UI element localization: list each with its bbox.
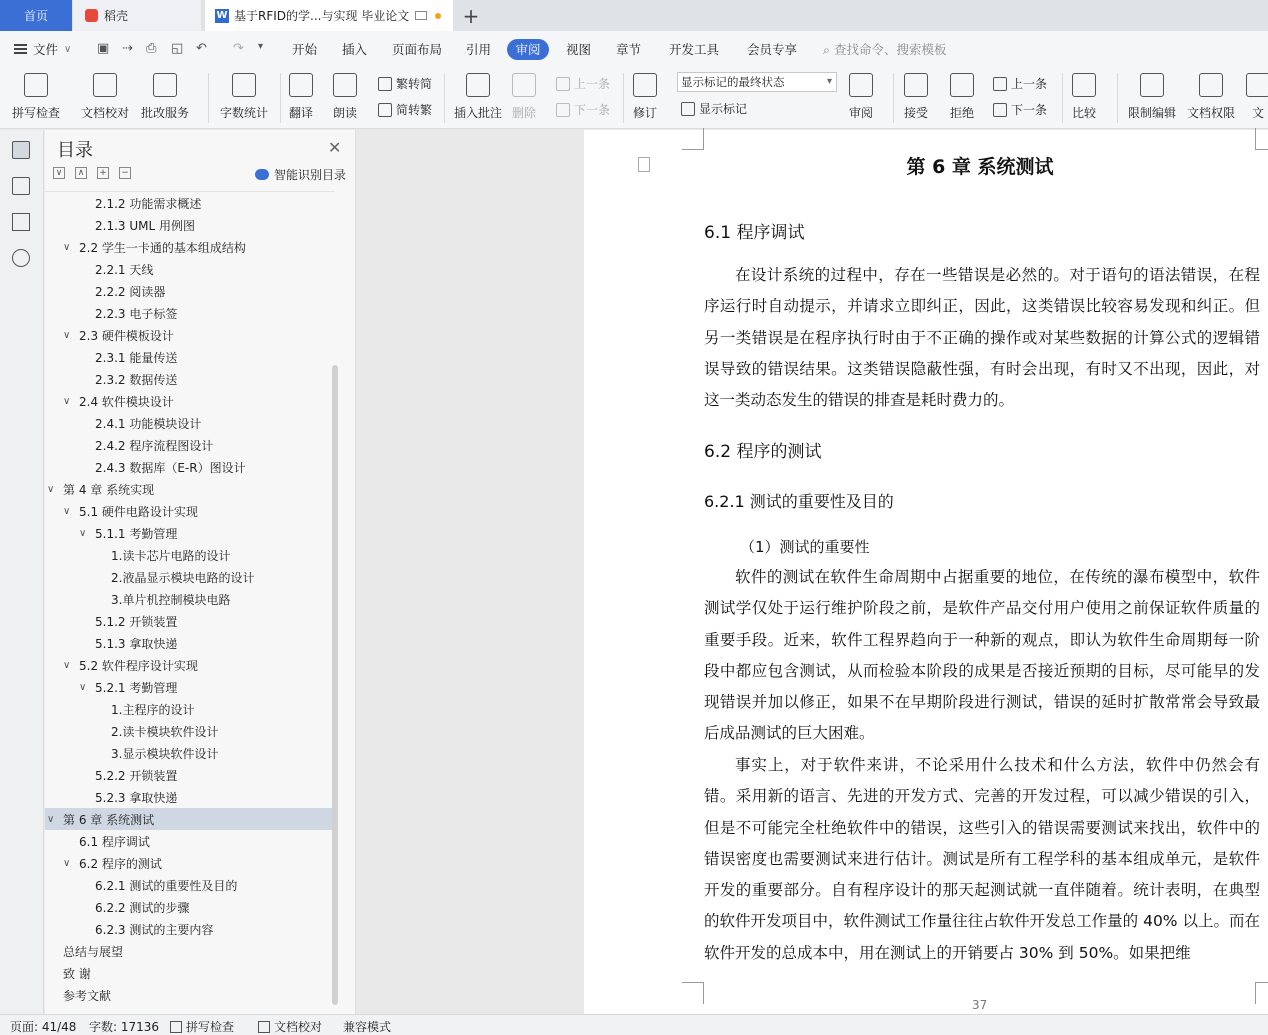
translate-label: 翻译: [289, 106, 314, 120]
insert-comment-button[interactable]: [454, 73, 502, 121]
paragraph-3: 事实上，对于软件来讲，不论采用什么技术和什么方法，软件中仍然会有错。采用新的语言、先进的开发方式、完善的开发过程，可以减少错误的引入，但是不可能完全杜绝软件中的错误，这些引入的错误需要测试来找出，软件中的错误密度也需要测试来进行估计。测试是所有工程学科的基本组成单元，是软件开发的重要部分。自有程序设计的那天起测试就一直伴随着。统计表明，在典型的软件开发项目中，软件测试工作量往往占软件开发总工作量的 40% 以上。而在软件开发的总成本中，用在测试上的开销要占 30% 到 50%。如果把维: [704, 756, 1260, 962]
ribbon-review: [0, 67, 1268, 129]
menu-review[interactable]: 审阅: [507, 39, 549, 60]
toc-item[interactable]: [45, 852, 335, 874]
read-aloud-label: 朗读: [333, 106, 358, 120]
reject-label: 拒绝: [950, 106, 975, 120]
toc-item-label: 6.2.3 测试的主要内容: [95, 922, 214, 937]
restrict-edit-label: 限制编辑: [1128, 106, 1177, 120]
doc-permission-label: 文档权限: [1187, 106, 1236, 120]
doc-check-icon: [93, 73, 117, 97]
toc-item[interactable]: [45, 984, 335, 1005]
prev-comment-icon: [556, 77, 570, 91]
toc-item-label: 2.4 软件模块设计: [79, 394, 174, 409]
track-changes-label: 修订: [633, 106, 658, 120]
share-icon[interactable]: ⇢: [122, 41, 133, 56]
toc-item[interactable]: [45, 808, 335, 830]
tab-document-label: 基于RFID的学...与实现 毕业论文: [234, 9, 410, 23]
next-comment-label: 下一条: [574, 103, 611, 117]
status-spell-check[interactable]: [170, 1018, 234, 1035]
daoke-logo-icon: [85, 9, 98, 22]
monitor-icon[interactable]: [415, 11, 427, 20]
lock-icon: [1140, 73, 1164, 97]
toc-title: 目录: [57, 140, 93, 161]
comment-icon: [466, 73, 490, 97]
toc-item-label: 3.单片机控制模块电路: [111, 592, 231, 607]
toc-item-label: 2.读卡模块软件设计: [111, 724, 219, 739]
paragraph-1: 在设计系统的过程中，存在一些错误是必然的。对于语句的语法错误，在程序运行时自动提示，并请求立即纠正，因此，这类错误比较容易发现和纠正。但另一类错误是在程序执行时由于不正确的操作或对某些数据的计算公式的逻辑错误导致的错误结果。这类错误隐蔽性强，有时会出现，有时又不出现，因此，对这一类动态发生的错误的排查是耗时费力的。: [704, 266, 1260, 410]
toc-item-label: 1.读卡芯片电路的设计: [111, 548, 231, 563]
ribbon-divider: [208, 73, 209, 123]
next-change-icon: [993, 103, 1007, 117]
delete-comment-icon: [512, 73, 536, 97]
status-spell-check-label: 拼写检查: [186, 1020, 235, 1034]
toc-item[interactable]: [45, 830, 335, 852]
prev-comment-label: 上一条: [574, 77, 611, 91]
toc-item[interactable]: [45, 478, 335, 500]
chevron-down-icon[interactable]: ∨: [63, 329, 71, 341]
ribbon-divider: [1062, 73, 1063, 123]
doc-check-button[interactable]: [81, 73, 129, 121]
close-icon[interactable]: ✕: [328, 138, 342, 157]
bookmark-icon[interactable]: [12, 213, 30, 231]
tab-home[interactable]: 首页: [0, 0, 72, 31]
ribbon-divider: [623, 73, 624, 123]
collapse-all-icon[interactable]: ∨: [53, 167, 65, 179]
toc-item[interactable]: [45, 610, 335, 632]
menu-developer[interactable]: 开发工具: [669, 42, 720, 57]
show-markup-icon: [681, 102, 695, 116]
menu-page-layout[interactable]: 页面布局: [392, 42, 443, 57]
read-aloud-icon: [333, 73, 357, 97]
toc-item-label: 2.3.2 数据传送: [95, 372, 178, 387]
prev-change-label: 上一条: [1011, 77, 1048, 91]
chevron-down-icon[interactable]: ∨: [63, 505, 71, 517]
accept-icon: [904, 73, 928, 97]
toc-item-label: 5.1.2 开锁装置: [95, 614, 178, 629]
toc-item-label: 5.1.1 考勤管理: [95, 526, 178, 541]
next-change-button[interactable]: [993, 101, 1047, 118]
paragraph-2: 软件的测试在软件生命周期中占据重要的地位，在传统的瀑布模型中，软件测试学仅处于运行维护阶段之前，是软件产品交付用户使用之前保证软件质量的重要手段。近来，软件工程界趋向于一种新的观点，即认为软件生命周期每一阶段中都应包含测试，从而检验本阶段的成果是否接近预期的目标，尽可能早的发现错误并加以修正，如果不在早期阶段进行测试，错误的延时扩散常常会导致最后成品测试的巨大困难。: [704, 568, 1260, 743]
prev-change-icon: [993, 77, 1007, 91]
toc-item[interactable]: [45, 390, 335, 412]
simp-trad-icon: [378, 103, 392, 117]
smart-toc-button[interactable]: [255, 166, 346, 183]
review-pane-label: 审阅: [849, 106, 874, 120]
save-icon[interactable]: ▣: [97, 41, 110, 56]
simp-to-trad-label: 简转繁: [396, 103, 433, 117]
toc-item-label: 参考文献: [63, 988, 112, 1003]
track-changes-button[interactable]: [633, 73, 657, 121]
tab-daoke[interactable]: [73, 0, 201, 31]
toc-item-label: 2.3 硬件模板设计: [79, 328, 174, 343]
toc-item[interactable]: [45, 346, 335, 368]
toc-item-label: 2.4.1 功能模块设计: [95, 416, 202, 431]
menu-file[interactable]: [14, 40, 71, 58]
remove-item-icon[interactable]: −: [119, 167, 131, 179]
batch-service-button[interactable]: [141, 73, 189, 121]
read-aloud-button[interactable]: [333, 73, 357, 121]
unsaved-dot-icon: [435, 13, 441, 19]
toc-item-label: 2.2.2 阅读器: [95, 284, 166, 299]
toc-item[interactable]: [45, 720, 335, 742]
word-count[interactable]: 字数: 17136: [89, 1020, 160, 1034]
toc-item-label: 5.1 硬件电路设计实现: [79, 504, 198, 519]
trad-simp-icon: [378, 77, 392, 91]
undo-icon[interactable]: ↶: [196, 41, 207, 56]
toc-item-label: 2.1.2 功能需求概述: [95, 196, 202, 211]
reject-button[interactable]: [950, 73, 974, 121]
word-count-button[interactable]: [220, 73, 268, 121]
toc-item[interactable]: [45, 698, 335, 720]
toc-item-label: 2.2.3 电子标签: [95, 306, 178, 321]
redo-icon[interactable]: ↷: [233, 41, 244, 56]
toc-item-label: 5.2.2 开锁装置: [95, 768, 178, 783]
toc-item-label: 5.2.3 拿取快递: [95, 790, 178, 805]
navigation-icon[interactable]: [12, 177, 30, 195]
chevron-down-icon[interactable]: ∨: [79, 527, 87, 539]
review-pane-button[interactable]: [849, 73, 873, 121]
toc-item[interactable]: [45, 522, 335, 544]
toc-item-label: 2.4.2 程序流程图设计: [95, 438, 214, 453]
toc-item[interactable]: [45, 962, 335, 984]
search-icon: ⌕: [823, 42, 831, 57]
toc-item-label: 2.1.3 UML 用例图: [95, 218, 195, 233]
insert-comment-label: 插入批注: [454, 106, 503, 120]
writer-doc-icon: W: [216, 10, 228, 21]
toc-item[interactable]: [45, 632, 335, 654]
subsection-heading-6-2-1: 6.2.1 测试的重要性及目的: [704, 492, 894, 511]
accept-label: 接受: [904, 106, 929, 120]
quick-access-more-icon[interactable]: ▾: [258, 41, 264, 52]
spell-check-icon: [24, 73, 48, 97]
page-view-icon[interactable]: [638, 157, 650, 172]
prev-change-button[interactable]: [993, 75, 1047, 92]
toc-item-label: 第 6 章 系统测试: [63, 812, 155, 827]
checkbox-icon: [170, 1021, 182, 1033]
toc-item-label: 总结与展望: [63, 944, 124, 959]
chevron-down-icon[interactable]: ∨: [79, 681, 87, 693]
search-icon[interactable]: [12, 249, 30, 267]
tab-document[interactable]: [205, 0, 453, 31]
toc-panel: [45, 130, 356, 1014]
toc-item[interactable]: [45, 368, 335, 390]
toc-item[interactable]: [45, 566, 335, 588]
more-ribbon-label: 文: [1251, 106, 1264, 120]
trad-to-simp-button[interactable]: [378, 75, 432, 92]
smart-toc-icon: [255, 169, 269, 180]
tab-bar: [0, 0, 1268, 31]
toc-item[interactable]: [45, 896, 335, 918]
toc-item-label: 第 4 章 系统实现: [63, 482, 155, 497]
toc-item[interactable]: [45, 258, 335, 280]
chapter-heading: 第 6 章 系统测试: [906, 156, 1054, 178]
toc-item-label: 致 谢: [63, 966, 91, 981]
new-tab-button[interactable]: +: [462, 3, 480, 28]
toc-scrollbar[interactable]: [332, 365, 338, 1005]
batch-service-label: 批改服务: [141, 106, 190, 120]
toc-item[interactable]: [45, 214, 335, 236]
page-indicator[interactable]: 页面: 41/48: [10, 1020, 77, 1034]
page-number: 37: [972, 998, 988, 1012]
section-heading-6-2: 6.2 程序的测试: [704, 442, 822, 462]
page-corner-mark: [1255, 982, 1268, 1004]
toc-item-label: 6.2.1 测试的重要性及目的: [95, 878, 238, 893]
compare-icon: [1072, 73, 1096, 97]
markup-state-select[interactable]: 显示标记的最终状态 ▾: [677, 72, 837, 92]
chevron-down-icon[interactable]: ∨: [63, 241, 71, 253]
chevron-down-icon[interactable]: ∨: [47, 483, 55, 495]
accept-button[interactable]: [904, 73, 928, 121]
toc-item[interactable]: [45, 500, 335, 522]
checkbox-icon: [258, 1021, 270, 1033]
spell-check-label: 拼写检查: [12, 106, 61, 120]
toc-item-label: 2.3.1 能量传送: [95, 350, 178, 365]
section-heading-6-1: 6.1 程序调试: [704, 223, 805, 243]
doc-permission-button[interactable]: [1187, 73, 1235, 121]
tab-daoke-label: 稻壳: [104, 9, 129, 23]
hamburger-icon: [14, 44, 27, 54]
chevron-down-icon: ∨: [64, 43, 72, 55]
toc-item[interactable]: [45, 456, 335, 478]
next-change-label: 下一条: [1011, 103, 1048, 117]
toc-item-label: 5.1.3 拿取快递: [95, 636, 178, 651]
toc-item-label: 1.主程序的设计: [111, 702, 195, 717]
doc-check-label: 文档校对: [81, 106, 130, 120]
toc-item[interactable]: [45, 676, 335, 698]
prev-comment-button[interactable]: [556, 75, 610, 92]
toc-item[interactable]: [45, 940, 335, 962]
toc-item[interactable]: [45, 588, 335, 610]
reject-icon: [950, 73, 974, 97]
doc-icon: [1246, 73, 1268, 97]
status-bar: [0, 1014, 1268, 1035]
compare-label: 比较: [1072, 106, 1097, 120]
menu-member[interactable]: 会员专享: [747, 42, 798, 57]
word-count-label: 字数统计: [220, 106, 269, 120]
toc-tools: [53, 167, 131, 179]
sub-heading-importance: （1）测试的重要性: [740, 538, 870, 556]
print-icon[interactable]: ⎙: [146, 41, 157, 56]
compare-button[interactable]: [1072, 73, 1096, 121]
toc-item[interactable]: [45, 236, 335, 258]
translate-button[interactable]: [289, 73, 313, 121]
delete-comment-button[interactable]: [512, 73, 536, 121]
toc-item-label: 2.2 学生一卡通的基本组成结构: [79, 240, 246, 255]
command-search-placeholder: 查找命令、搜索模板: [834, 42, 947, 57]
menu-start[interactable]: 开始: [292, 42, 318, 57]
next-comment-button[interactable]: [556, 101, 610, 118]
smart-toc-label: 智能识别目录: [274, 168, 347, 182]
restrict-edit-button[interactable]: [1128, 73, 1176, 121]
spell-check-button[interactable]: [12, 73, 60, 121]
menu-bar: [0, 31, 1268, 67]
toc-item[interactable]: [45, 302, 335, 324]
toc-item-label: 2.液晶显示模块电路的设计: [111, 570, 255, 585]
toc-item-label: 2.4.3 数据库（E-R）图设计: [95, 460, 246, 475]
trad-to-simp-label: 繁转简: [396, 77, 433, 91]
chevron-down-icon[interactable]: ∨: [63, 857, 71, 869]
compat-mode: 兼容模式: [343, 1020, 392, 1034]
word-count-icon: [232, 73, 256, 97]
show-markup-button[interactable]: [681, 100, 747, 117]
toc-item[interactable]: [45, 918, 335, 940]
toc-item-label: 6.1 程序调试: [79, 834, 150, 849]
toc-item[interactable]: [45, 742, 335, 764]
toc-item-label: 6.2.2 测试的步骤: [95, 900, 190, 915]
toc-item-label: 2.2.1 天线: [95, 262, 154, 277]
toc-item[interactable]: [45, 786, 335, 808]
track-changes-icon: [633, 73, 657, 97]
toc-item[interactable]: [45, 654, 335, 676]
chevron-down-icon[interactable]: ∨: [47, 813, 55, 825]
command-search[interactable]: [823, 40, 947, 58]
menu-file-label: 文件: [33, 42, 59, 57]
permission-icon: [1199, 73, 1223, 97]
ribbon-divider: [280, 73, 281, 123]
toc-item-label: 5.2.1 考勤管理: [95, 680, 178, 695]
toc-item[interactable]: [45, 874, 335, 896]
status-doc-check-label: 文档校对: [274, 1020, 323, 1034]
toc-item[interactable]: [45, 412, 335, 434]
toc-panel-icon[interactable]: [12, 141, 30, 159]
show-markup-label: 显示标记: [699, 102, 748, 116]
toc-item[interactable]: [45, 434, 335, 456]
chevron-down-icon[interactable]: ∨: [63, 659, 71, 671]
simp-to-trad-button[interactable]: [378, 101, 432, 118]
menu-chapter[interactable]: 章节: [616, 42, 642, 57]
chevron-down-icon[interactable]: ∨: [63, 395, 71, 407]
toc-item[interactable]: [45, 280, 335, 302]
review-pane-icon: [849, 73, 873, 97]
expand-up-icon[interactable]: ∧: [75, 167, 87, 179]
toc-item[interactable]: [45, 324, 335, 346]
more-ribbon-button[interactable]: [1246, 73, 1268, 121]
toc-item[interactable]: [45, 764, 335, 786]
batch-service-icon: [153, 73, 177, 97]
page-corner-mark: [682, 128, 704, 150]
toc-item-label: 6.2 程序的测试: [79, 856, 162, 871]
menu-references[interactable]: 引用: [466, 42, 492, 57]
toc-item[interactable]: [45, 544, 335, 566]
menu-insert[interactable]: 插入: [342, 42, 368, 57]
side-toolbar: [0, 130, 44, 1014]
page-corner-mark: [1255, 128, 1268, 150]
ribbon-divider: [893, 73, 894, 123]
toc-item[interactable]: [45, 192, 335, 214]
print-preview-icon[interactable]: ◱: [171, 41, 184, 56]
status-doc-check[interactable]: [258, 1018, 322, 1035]
next-comment-icon: [556, 103, 570, 117]
toc-item-label: 5.2 软件程序设计实现: [79, 658, 198, 673]
add-item-icon[interactable]: +: [97, 167, 109, 179]
menu-view[interactable]: 视图: [566, 42, 592, 57]
ribbon-divider: [444, 73, 445, 123]
toc-item-label: 3.显示模块软件设计: [111, 746, 219, 761]
translate-icon: [289, 73, 313, 97]
ribbon-divider: [1117, 73, 1118, 123]
page-corner-mark: [682, 982, 704, 1004]
delete-comment-label: 删除: [512, 106, 537, 120]
toc-list: [45, 191, 335, 1005]
